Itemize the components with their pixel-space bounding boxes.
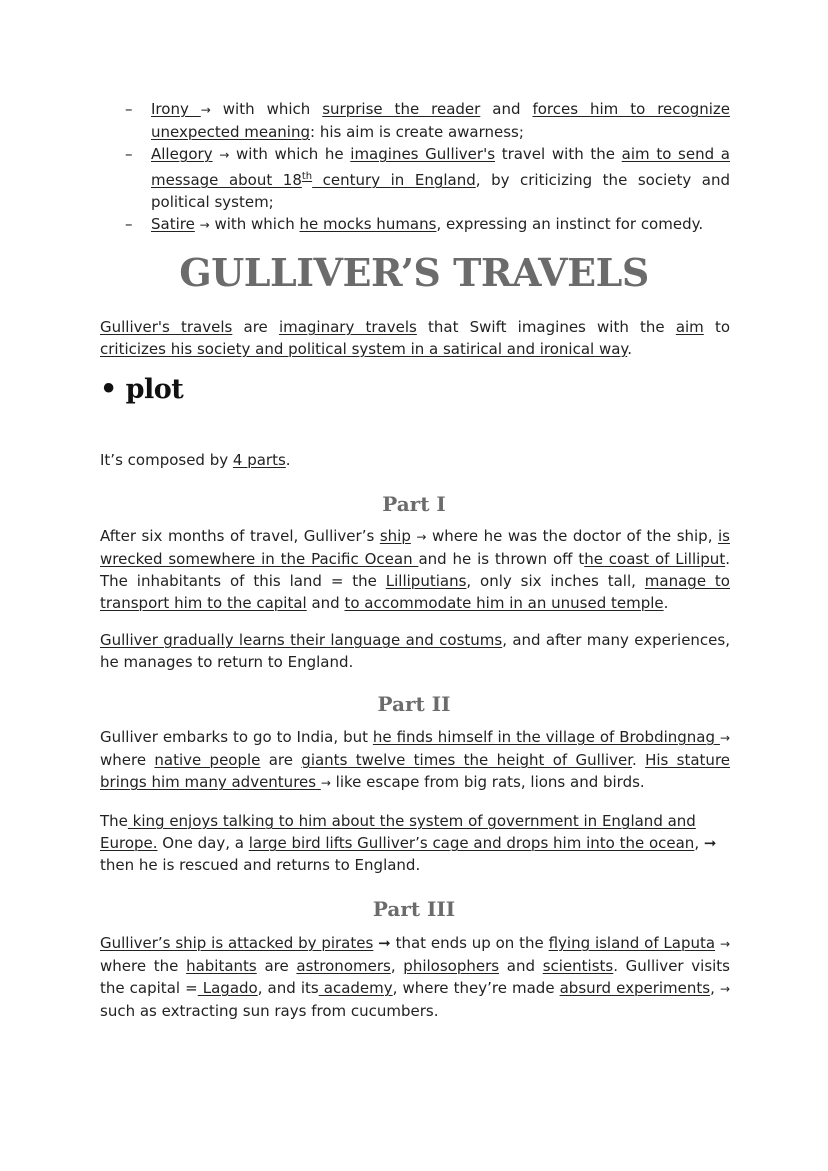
text: with which <box>209 215 300 233</box>
term-irony: Irony <box>151 100 201 118</box>
underlined-text: academy <box>318 979 393 997</box>
text: where <box>100 751 155 769</box>
underlined-text: 4 parts <box>232 451 286 469</box>
underlined-text: large bird lifts Gulliver’s cage and drops him into the ocean <box>248 834 695 852</box>
text: . <box>663 594 669 612</box>
text: , <box>390 957 404 975</box>
page-title: GULLIVER’S TRAVELS <box>179 250 649 295</box>
underlined-text: is wrecked somewhere in the Pacific Ocean <box>100 527 730 568</box>
underlined-text: imaginary travels <box>278 318 417 336</box>
underlined-text: aim <box>675 318 704 336</box>
text: : his aim is create awarness; <box>310 123 524 141</box>
part-1-heading: Part I <box>382 492 446 516</box>
underlined-text: astronomers <box>296 957 391 975</box>
text: with which <box>210 100 323 118</box>
arrow-icon: → <box>416 530 427 544</box>
arrow-icon: → <box>719 731 730 745</box>
text: . <box>285 451 291 469</box>
arrow-icon: → <box>320 776 331 790</box>
text: and he is thrown off t <box>418 550 585 568</box>
underlined-text: Gulliver’s ship is attacked by pirates <box>100 934 374 952</box>
part-2-paragraph-1 <box>100 726 730 794</box>
underlined-text: manage to transport him to the capital <box>100 572 730 612</box>
arrow-icon: → <box>200 103 211 117</box>
underlined-text: surprise the reader <box>322 100 481 118</box>
text: , <box>710 979 720 997</box>
underlined-text: habitants <box>186 957 257 975</box>
underlined-text: century in England <box>312 171 476 189</box>
underlined-text: to accommodate him in an unused temple <box>344 594 664 612</box>
underlined-text: aim to send a message about 18 <box>151 145 730 189</box>
underlined-text: His stature brings him many adventures <box>100 751 731 791</box>
underlined-text: philosophers <box>403 957 500 975</box>
text: . <box>627 340 632 358</box>
text: where the <box>100 957 187 975</box>
underlined-text: flying island of Laputa <box>548 934 716 952</box>
text: and <box>306 594 345 612</box>
underlined-text: Lilliputians <box>385 572 467 590</box>
list-item-satire <box>120 213 730 236</box>
part-3-heading: Part III <box>372 897 456 921</box>
underlined-text: native people <box>154 751 261 769</box>
text: that Swift imagines with the <box>416 318 676 336</box>
term-satire: Satire <box>151 215 195 233</box>
text: It’s composed by <box>100 451 233 469</box>
part-1-paragraph-1 <box>100 525 730 614</box>
underlined-text: he finds himself in the village of Brobdingnag <box>372 728 720 746</box>
composed-paragraph <box>100 449 730 471</box>
text: and <box>480 100 533 118</box>
text: where he was the doctor of the ship, <box>426 527 719 545</box>
text: travel with the <box>495 145 622 163</box>
arrow-icon: ➞ <box>378 934 391 952</box>
underlined-text: scientists <box>542 957 614 975</box>
text: , where they’re made <box>392 979 560 997</box>
section-heading-plot: • plot <box>100 374 184 405</box>
underlined-text: giants twelve times the height of Gulliver <box>301 751 633 769</box>
intro-paragraph <box>100 316 730 360</box>
text: . The inhabitants of this land = the <box>100 550 730 590</box>
arrow-icon: → <box>719 937 730 951</box>
underlined-text: ship <box>379 527 411 545</box>
list-dash: – <box>125 215 133 233</box>
text: , expressing an instinct for comedy. <box>436 215 704 233</box>
text: then he is rescued and returns to England. <box>100 856 421 874</box>
text: such as extracting sun rays from cucumbers. <box>100 1002 439 1020</box>
superscript: th <box>301 171 313 182</box>
underlined-text: forces him to recognize unexpected meaning <box>151 100 731 141</box>
arrow-icon: → <box>719 982 731 996</box>
text: , and after many experiences, he manages to return to England. <box>100 631 730 671</box>
text: The <box>100 812 128 830</box>
underlined-text: Lagado <box>197 979 258 997</box>
text: , and its <box>257 979 319 997</box>
text: , <box>694 834 704 852</box>
part-2-paragraph-2 <box>100 810 725 876</box>
part-1-paragraph-2 <box>100 629 730 673</box>
arrow-icon: → <box>199 218 210 232</box>
underlined-text: Gulliver's travels <box>100 318 233 336</box>
underlined-text: he coast of Lilliput <box>584 550 726 568</box>
text: are <box>260 751 302 769</box>
arrow-icon: → <box>219 148 230 162</box>
text: are <box>256 957 297 975</box>
text: , by criticizing the society and political system; <box>151 171 730 211</box>
text: with which he <box>229 145 351 163</box>
list-dash: – <box>125 100 133 118</box>
underlined-text: king enjoys talking to him about the system of government in England and Europe. <box>100 812 696 852</box>
arrow-icon: ➞ <box>703 834 717 852</box>
text: to <box>703 318 731 336</box>
list-dash: – <box>125 145 133 163</box>
literary-devices-list <box>120 98 730 236</box>
underlined-text: Gulliver gradually learns their language and costums <box>100 631 503 649</box>
text: are <box>232 318 279 336</box>
part-3-paragraph-1 <box>100 932 730 1022</box>
list-item-allegory <box>120 143 730 213</box>
underlined-text: imagines Gulliver's <box>350 145 496 163</box>
text: , only six inches tall, <box>466 572 645 590</box>
underlined-text: absurd experiments <box>559 979 711 997</box>
text: . <box>632 751 646 769</box>
text: . Gulliver visits the capital = <box>100 957 730 997</box>
underlined-text: he mocks humans <box>299 215 437 233</box>
part-2-heading: Part II <box>377 692 451 716</box>
underlined-text: criticizes his society and political system in a satirical and ironical way <box>100 340 628 358</box>
text: and <box>499 957 543 975</box>
text: like escape from big rats, lions and birds. <box>330 773 645 791</box>
term-allegory: Allegory <box>151 145 213 163</box>
text: Gulliver embarks to go to India, but <box>100 728 373 746</box>
text: After six months of travel, Gulliver’s <box>100 527 380 545</box>
text: One day, a <box>157 834 249 852</box>
text: that ends up on the <box>390 934 549 952</box>
list-item-irony <box>120 98 730 143</box>
